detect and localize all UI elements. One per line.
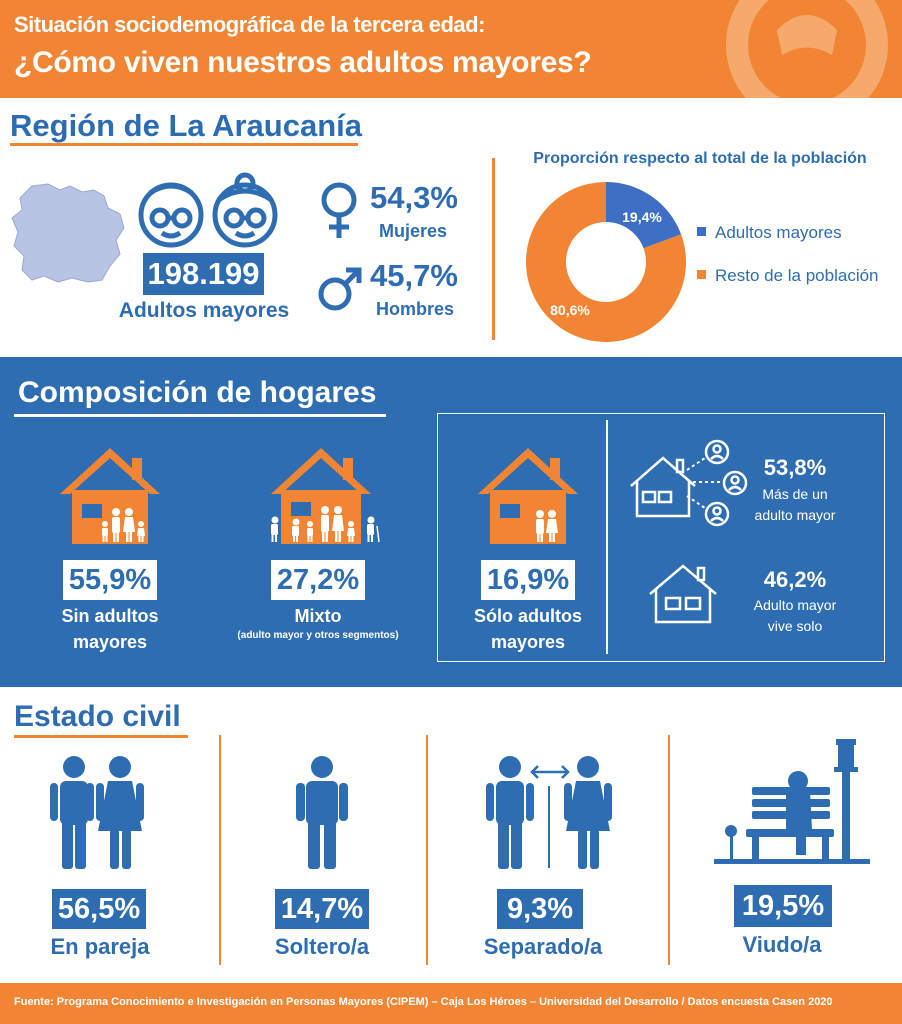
women-label: Mujeres bbox=[379, 221, 448, 241]
single-person-icon bbox=[292, 755, 352, 871]
men-pct: 45,7% bbox=[370, 258, 458, 293]
region-map-icon bbox=[8, 182, 126, 287]
legend-item-rest bbox=[697, 266, 879, 286]
footer-banner bbox=[0, 983, 902, 1024]
households-label-seniors-only-2: mayores bbox=[490, 632, 566, 652]
widowed-bench-icon bbox=[712, 733, 872, 871]
legend-item-seniors bbox=[697, 223, 842, 243]
households-note-mixed: (adulto mayor y otros segmentos) bbox=[237, 630, 399, 641]
civil-pct-single: 14,7% bbox=[275, 889, 369, 929]
legend-swatch-rest bbox=[697, 270, 706, 279]
proportion-donut-chart bbox=[524, 180, 688, 344]
total-seniors-value: 198.199 bbox=[143, 253, 264, 295]
house-alone-icon bbox=[646, 562, 720, 626]
house-family-icon bbox=[56, 444, 164, 546]
civil-label-widowed: Viudo/a bbox=[742, 932, 822, 957]
households-pct-no-seniors: 55,9% bbox=[63, 560, 157, 600]
solo-label-multiple-2: adulto mayor bbox=[754, 507, 836, 523]
solo-label-alone-1: Adulto mayor bbox=[753, 597, 837, 613]
total-seniors-label: Adultos mayores bbox=[118, 299, 290, 322]
region-title: Región de La Araucanía bbox=[10, 108, 362, 143]
legend-swatch-seniors bbox=[697, 227, 706, 236]
households-label-mixed: Mixto bbox=[294, 606, 342, 626]
civil-divider-1 bbox=[219, 735, 221, 965]
households-label-seniors-only-1: Sólo adultos bbox=[474, 606, 582, 626]
civil-label-single: Soltero/a bbox=[274, 934, 370, 959]
households-pct-mixed: 27,2% bbox=[271, 560, 365, 600]
proportion-chart-title: Proporción respecto al total de la población bbox=[533, 150, 867, 167]
couple-icon bbox=[44, 755, 150, 871]
solo-label-multiple-1: Más de un bbox=[762, 486, 828, 502]
region-title-underline bbox=[10, 143, 358, 146]
households-title: Composición de hogares bbox=[18, 376, 377, 409]
solo-label-alone-2: vive solo bbox=[767, 618, 823, 634]
region-vertical-divider bbox=[492, 158, 495, 340]
women-pct: 54,3% bbox=[370, 180, 458, 215]
solo-pct-multiple: 53,8% bbox=[763, 455, 827, 480]
donut-label-seniors: 19,4% bbox=[622, 209, 662, 225]
legend-label-seniors: Adultos mayores bbox=[715, 223, 842, 242]
footer-source: Fuente: Programa Conocimiento e Investigación en Personas Mayores (CIPEM) – Caja Los Héroes – Universidad del Desarrollo / Datos encuesta Casen 2020 bbox=[14, 996, 833, 1008]
civil-pct-couple: 56,5% bbox=[52, 889, 146, 929]
solo-pct-alone: 46,2% bbox=[763, 567, 827, 592]
elderly-couple-icon bbox=[134, 171, 284, 249]
separated-couple-icon bbox=[482, 752, 616, 872]
households-label-no-seniors-1: Sin adultos bbox=[61, 606, 159, 626]
civil-label-separated: Separado/a bbox=[483, 934, 603, 959]
civil-pct-widowed: 19,5% bbox=[734, 885, 832, 927]
male-symbol-icon bbox=[318, 265, 364, 311]
civil-label-couple: En pareja bbox=[50, 934, 150, 959]
header-title-line2: ¿Cómo viven nuestros adultos mayores? bbox=[14, 46, 592, 79]
civil-divider-2 bbox=[426, 735, 428, 965]
decorative-circle-icon bbox=[722, 0, 892, 98]
header-banner bbox=[0, 0, 902, 98]
men-label: Hombres bbox=[376, 299, 455, 319]
civil-status-title-underline bbox=[14, 735, 188, 738]
breakdown-divider bbox=[606, 420, 608, 654]
civil-pct-separated: 9,3% bbox=[497, 889, 583, 929]
households-pct-seniors-only: 16,9% bbox=[481, 560, 575, 600]
female-symbol-icon bbox=[318, 181, 360, 241]
header-title-line1: Situación sociodemográfica de la tercera edad: bbox=[14, 12, 485, 37]
donut-label-rest: 80,6% bbox=[550, 302, 590, 318]
households-label-no-seniors-2: mayores bbox=[72, 632, 148, 652]
house-multigenerational-icon bbox=[263, 444, 381, 546]
households-title-underline bbox=[14, 414, 386, 417]
civil-status-title: Estado civil bbox=[14, 700, 181, 733]
civil-divider-3 bbox=[668, 735, 670, 965]
legend-label-rest: Resto de la población bbox=[715, 266, 879, 285]
